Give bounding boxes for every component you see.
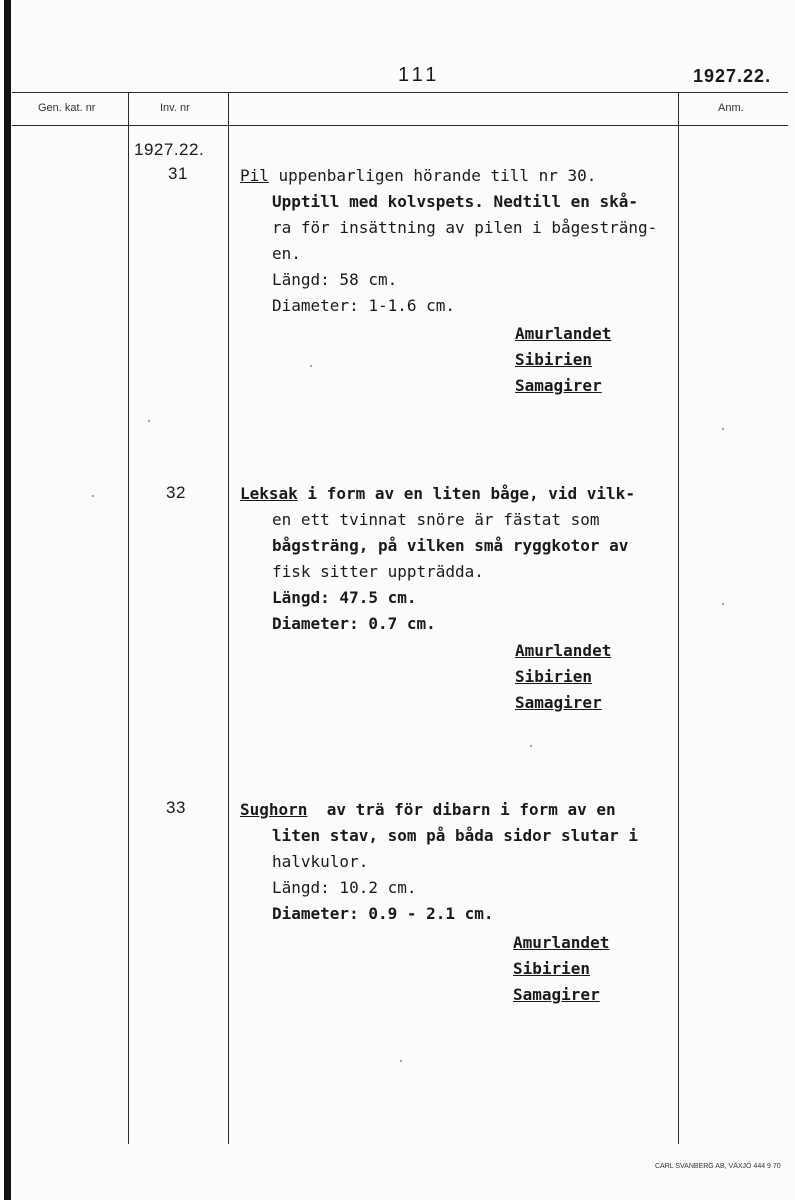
catalog-year: 1927.22.: [693, 66, 772, 86]
entry-31-place: Amurlandet: [515, 324, 612, 343]
binder-strip: [4, 0, 11, 1200]
printer-imprint: CARL SVANBERG AB, VÄXJÖ 444 9 70: [655, 1163, 781, 1170]
entry-32-title: Leksak: [240, 484, 298, 503]
inventory-number-32: 32: [166, 483, 186, 502]
page-number: 111: [398, 64, 441, 86]
scan-speck: [92, 495, 94, 497]
entry-32-line: Längd: 47.5 cm.: [272, 588, 417, 607]
scan-speck: [722, 428, 724, 430]
entry-33-line: av trä för dibarn i form av en: [307, 800, 616, 819]
entry-33-line: Diameter: 0.9 - 2.1 cm.: [272, 904, 494, 923]
column-rule-inv: [228, 92, 229, 1144]
entry-32-line: i form av en liten båge, vid vilk-: [297, 484, 635, 503]
scan-speck: [310, 365, 312, 367]
entry-31-line: Längd: 58 cm.: [272, 270, 398, 289]
entry-31-line: ra för insättning av pilen i bågesträng-: [272, 218, 658, 237]
column-header-inv: Inv. nr: [160, 102, 190, 114]
entry-33-first-line: [240, 797, 616, 823]
inventory-number-31: 31: [168, 164, 188, 183]
entry-32-line: bågsträng, på vilken små ryggkotor av: [272, 536, 629, 555]
entry-31-place: Samagirer: [515, 376, 602, 395]
entry-32-place: Samagirer: [515, 693, 602, 712]
entry-31-line: en.: [272, 244, 301, 263]
inventory-number-33: 33: [166, 798, 186, 817]
entry-33-line: Längd: 10.2 cm.: [272, 878, 417, 897]
entry-33-place: Samagirer: [513, 985, 600, 1004]
entry-32-first-line: [240, 481, 635, 507]
entry-33-line: halvkulor.: [272, 852, 369, 871]
entry-32-place: Amurlandet: [515, 641, 612, 660]
entry-32-line: fisk sitter uppträdda.: [272, 562, 484, 581]
entry-31-line: uppenbarligen hörande till nr 30.: [268, 166, 597, 185]
entry-33-place: Sibirien: [513, 959, 591, 978]
entry-32-line: Diameter: 0.7 cm.: [272, 614, 436, 633]
column-header-anm: Anm.: [718, 102, 744, 114]
column-header-gen-kat: Gen. kat. nr: [38, 102, 96, 114]
scan-speck: [722, 603, 724, 605]
entry-31-line: Upptill med kolvspets. Nedtill en skå-: [272, 192, 639, 211]
entry-31-first-line: [240, 163, 596, 189]
entry-31-line: Diameter: 1-1.6 cm.: [272, 296, 456, 315]
scan-speck: [530, 745, 532, 747]
inventory-prefix: 1927.22.: [134, 140, 205, 159]
column-rule-anm: [678, 92, 679, 1144]
entry-33-line: liten stav, som på båda sidor slutar i: [272, 826, 639, 845]
entry-32-line: en ett tvinnat snöre är fästat som: [272, 510, 600, 529]
scan-speck: [148, 420, 150, 422]
entry-31-title: Pil: [240, 166, 269, 185]
entry-33-place: Amurlandet: [513, 933, 610, 952]
column-rule-gen-kat: [128, 92, 129, 1144]
entry-33-title: Sughorn: [240, 800, 308, 819]
entry-31-place: Sibirien: [515, 350, 593, 369]
scan-speck: [400, 1060, 402, 1062]
entry-32-place: Sibirien: [515, 667, 593, 686]
